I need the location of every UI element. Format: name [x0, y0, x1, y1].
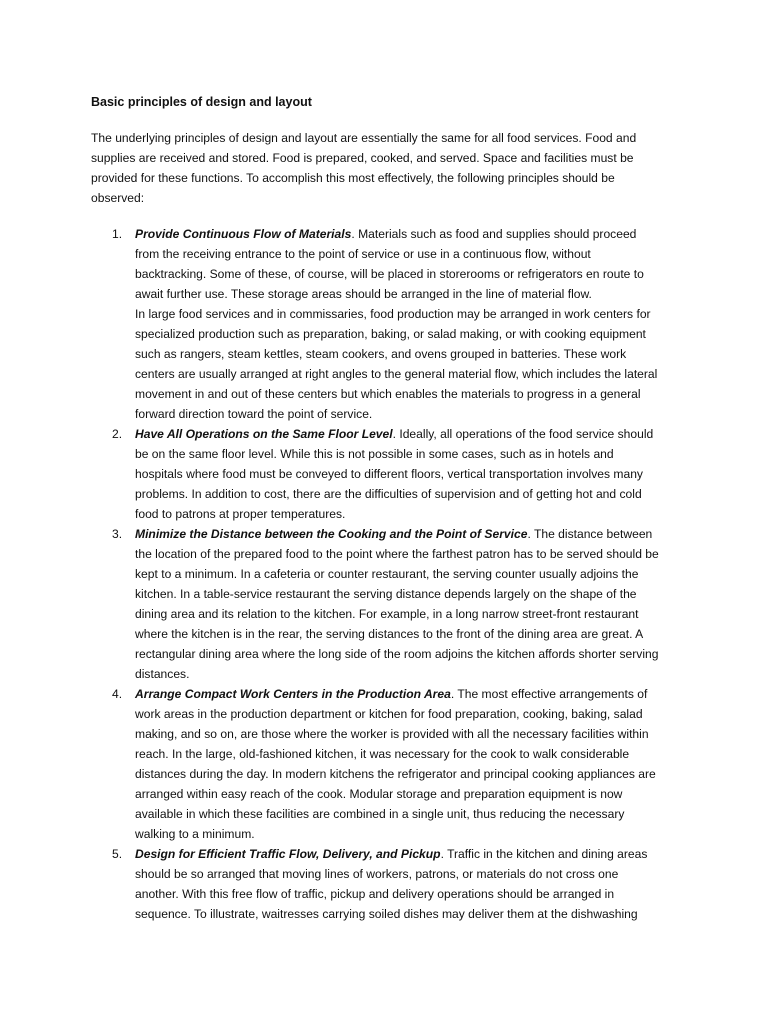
principles-list: [91, 224, 663, 924]
list-item: [91, 844, 663, 924]
item-number: 1.: [112, 227, 123, 241]
item-title: Minimize the Distance between the Cooking and the Point of Service: [135, 527, 528, 541]
item-title: Have All Operations on the Same Floor Level: [135, 427, 393, 441]
list-item: [91, 524, 663, 684]
item-number: 2.: [112, 427, 123, 441]
intro-paragraph: The underlying principles of design and layout are essentially the same for all food services. Food and supplies are received and stored. Food is prepared, cooked, and served. Space and facilities must be provided for these functions. To accomplish this most effectively, the following principles should be observed:: [91, 131, 637, 205]
list-item: [91, 424, 663, 524]
item-number: 5.: [112, 847, 123, 861]
list-item: [91, 684, 663, 844]
document-page: [91, 92, 663, 924]
item-number: 3.: [112, 527, 123, 541]
item-title: Design for Efficient Traffic Flow, Delivery, and Pickup: [135, 847, 441, 861]
item-number: 4.: [112, 687, 123, 701]
item-extra-paragraph: In large food services and in commissaries, food production may be arranged in work centers for specialized production such as preparation, baking, or salad making, or with cooking equipment such as rangers, steam kettles, steam cookers, and ovens grouped in batteries. These work centers are usually arranged at right angles to the general material flow, which includes the lateral movement in and out of these centers but which enables the materials to progress in a general forward direction toward the point of service.: [135, 307, 658, 421]
item-text: . Ideally, all operations of the food service should be on the same floor level. While this is not possible in some cases, such as in hotels and hospitals where food must be conveyed to different floors, vertical transportation involves many problems. In addition to cost, there are the difficulties of supervision and of getting hot and cold food to patrons at proper temperatures.: [135, 427, 654, 521]
item-title: Provide Continuous Flow of Materials: [135, 227, 352, 241]
item-text: . Materials such as food and supplies should proceed from the receiving entrance to the point of service or use in a continuous flow, without backtracking. Some of these, of course, will be placed in storerooms or refrigerators en route to await further use. These storage areas should be arranged in the line of material flow.: [135, 227, 644, 301]
item-text: . The distance between the location of the prepared food to the point where the farthest patron has to be served should be kept to a minimum. In a cafeteria or counter restaurant, the serving counter usually adjoins the kitchen. In a table-service restaurant the serving distance depends largely on the shape of the dining area and its relation to the kitchen. For example, in a long narrow street-front restaurant where the kitchen is in the rear, the serving distances to the front of the dining area are great. A rectangular dining area where the long side of the room adjoins the kitchen affords shorter serving distances.: [135, 527, 659, 681]
item-text: . The most effective arrangements of work areas in the production department or kitchen for food preparation, cooking, baking, salad making, and so on, are those where the worker is provided with all the necessary facilities within reach. In the large, old-fashioned kitchen, it was necessary for the cook to walk considerable distances during the day. In modern kitchens the refrigerator and principal cooking appliances are arranged within easy reach of the cook. Modular storage and preparation equipment is now available in which these facilities are combined in a single unit, thus reducing the necessary walking to a minimum.: [135, 687, 656, 841]
list-item: [91, 224, 663, 424]
item-text: . Traffic in the kitchen and dining areas should be so arranged that moving lines of workers, patrons, or materials do not cross one another. With this free flow of traffic, pickup and delivery operations should be arranged in sequence. To illustrate, waitresses carrying soiled dishes may deliver them at the dishwashing: [135, 847, 648, 921]
item-title: Arrange Compact Work Centers in the Production Area: [135, 687, 451, 701]
document-heading: Basic principles of design and layout: [91, 95, 312, 109]
